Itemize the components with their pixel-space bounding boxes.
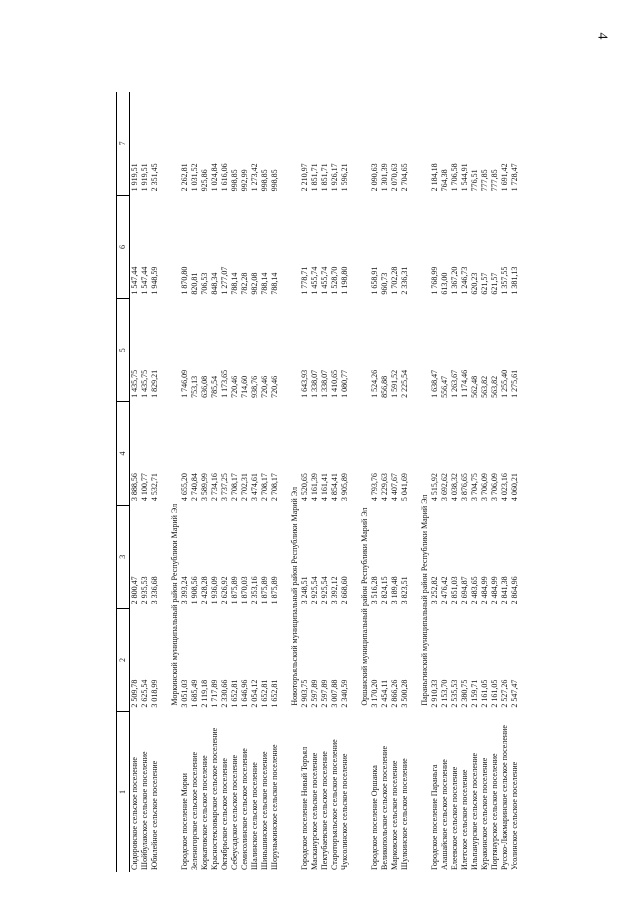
value-cell: 1 652,81	[270, 679, 279, 708]
settlement-name: Елеевское сельское поселение	[450, 766, 459, 870]
settlement-name: Октябрьское сельское поселение	[220, 758, 229, 870]
column-header: 4	[117, 402, 130, 505]
table-row	[510, 92, 520, 872]
value-cell: 2 070,63	[390, 163, 399, 192]
settlement-name: Илетское сельское поселение	[460, 769, 469, 870]
value-cell: 2 740,84	[190, 473, 199, 502]
value-cell: 3 692,62	[440, 473, 449, 502]
settlement-name: Шулкинское сельское поселение	[400, 758, 409, 870]
value-cell: 4 854,41	[330, 473, 339, 502]
settlement-name: Себеусадское сельское поселение	[230, 754, 239, 870]
value-cell: 2 547,47	[510, 679, 519, 708]
value-cell: 4 161,39	[310, 473, 319, 502]
value-cell: 1 301,39	[380, 163, 389, 192]
value-cell: 2 454,11	[380, 679, 389, 708]
value-cell: 1 031,52	[190, 163, 199, 192]
value-cell: 998,85	[230, 169, 239, 192]
value-cell: 2 351,45	[150, 163, 159, 192]
table-header-row	[117, 92, 130, 872]
value-cell: 4 060,21	[510, 473, 519, 502]
value-cell: 2 484,99	[480, 576, 489, 605]
settlement-name: Усолинское сельское поселение	[510, 761, 519, 870]
value-cell: 782,28	[240, 272, 249, 295]
value-cell: 2 054,12	[250, 679, 259, 708]
value-cell: 1 778,71	[300, 266, 309, 295]
value-cell: 3 392,12	[330, 576, 339, 605]
value-cell: 1 528,70	[330, 266, 339, 295]
value-cell: 1 263,67	[450, 369, 459, 398]
value-cell: 706,53	[200, 272, 209, 295]
value-cell: 1 851,71	[310, 163, 319, 192]
settlement-name: Портянурское сельское поселение	[490, 753, 499, 870]
value-cell: 2 330,66	[220, 679, 229, 708]
value-cell: 992,99	[240, 169, 249, 192]
table-row	[480, 92, 490, 872]
value-cell: 1 936,09	[210, 576, 219, 605]
value-cell: 2 225,54	[400, 369, 409, 398]
value-cell: 4 229,63	[380, 473, 389, 502]
value-cell: 1 919,51	[130, 163, 139, 192]
value-cell: 1 919,51	[140, 163, 149, 192]
value-cell: 1 643,93	[300, 369, 309, 398]
district-heading-row	[290, 92, 300, 872]
value-cell: 982,08	[250, 272, 259, 295]
value-cell: 2 353,16	[250, 576, 259, 605]
value-cell: 720,46	[260, 375, 269, 398]
value-cell: 1 728,47	[510, 163, 519, 192]
value-cell: 764,38	[440, 169, 449, 192]
value-cell: 3 336,68	[150, 576, 159, 605]
value-cell: 2 708,17	[260, 473, 269, 502]
settlement-name: Алашайское сельское поселение	[440, 759, 449, 870]
value-cell: 1 591,52	[390, 369, 399, 398]
value-cell: 938,76	[250, 375, 259, 398]
table-row	[140, 92, 150, 872]
value-cell: 1 706,58	[450, 163, 459, 192]
district-heading: Оршанский муниципальный район Республики Марий Эл	[360, 507, 369, 706]
value-cell: 556,47	[440, 375, 449, 398]
value-cell: 776,51	[470, 169, 479, 192]
settlement-name: Коркатовское сельское поселение	[200, 755, 209, 870]
value-cell: 2 925,54	[310, 576, 319, 605]
value-cell: 1 381,13	[510, 266, 519, 295]
table-row	[430, 92, 440, 872]
value-cell: 1 829,21	[150, 369, 159, 398]
settlement-name: Марковское сельское поселение	[390, 760, 399, 870]
table-row	[470, 92, 480, 872]
value-cell: 636,08	[200, 375, 209, 398]
table-row	[370, 92, 380, 872]
settlement-name: Красностекловарское сельское поселение	[210, 727, 219, 870]
value-cell: 2 509,78	[130, 679, 139, 708]
value-cell: 925,86	[200, 169, 209, 192]
value-cell: 2 824,15	[380, 576, 389, 605]
settlement-name: Шалинское сельское поселение	[250, 762, 259, 870]
value-cell: 4 038,32	[450, 473, 459, 502]
value-cell: 613,00	[440, 272, 449, 295]
value-cell: 1 702,28	[390, 266, 399, 295]
table-row	[230, 92, 240, 872]
value-cell: 4 532,71	[150, 473, 159, 502]
table-row	[460, 92, 470, 872]
value-cell: 3 018,99	[150, 679, 159, 708]
value-cell: 3 706,09	[480, 473, 489, 502]
settlement-name: Куракинское сельское поселение	[480, 757, 489, 870]
rotated-table-container	[116, 92, 636, 872]
value-cell: 788,14	[230, 272, 239, 295]
value-cell: 2 734,16	[210, 473, 219, 502]
value-cell: 753,13	[190, 375, 199, 398]
spacer-row	[160, 92, 170, 872]
spacer-cell	[350, 92, 360, 872]
value-cell: 1 870,03	[240, 576, 249, 605]
value-cell: 1 658,91	[370, 266, 379, 295]
value-cell: 1 547,44	[130, 266, 139, 295]
value-cell: 1 875,89	[260, 576, 269, 605]
table-row	[240, 92, 250, 872]
value-cell: 3 189,48	[390, 576, 399, 605]
district-heading-spacer	[360, 712, 370, 872]
value-cell: 563,82	[480, 375, 489, 398]
value-cell: 3 500,28	[400, 679, 409, 708]
value-cell: 2 925,54	[320, 576, 329, 605]
district-heading-spacer	[290, 712, 300, 872]
value-cell: 1 410,65	[330, 369, 339, 398]
table-row	[310, 92, 320, 872]
value-cell: 2 090,63	[370, 163, 379, 192]
value-cell: 998,85	[270, 169, 279, 192]
value-cell: 2 800,47	[130, 576, 139, 605]
value-cell: 1 652,81	[260, 679, 269, 708]
table-row	[200, 92, 210, 872]
value-cell: 3 823,51	[400, 576, 409, 605]
value-cell: 2 668,60	[340, 576, 349, 605]
settlement-name: Городское поселение Оршанка	[370, 765, 379, 870]
table-row	[380, 92, 390, 872]
value-cell: 2 262,81	[180, 163, 189, 192]
value-cell: 4 161,41	[320, 473, 329, 502]
value-cell: 2 708,17	[270, 473, 279, 502]
value-cell: 2 336,31	[400, 266, 409, 295]
value-cell: 1 455,74	[320, 266, 329, 295]
value-cell: 1 596,21	[340, 163, 349, 192]
value-cell: 960,73	[380, 272, 389, 295]
settlement-name: Юбилейное сельское поселение	[150, 760, 159, 870]
value-cell: 848,34	[210, 272, 219, 295]
value-cell: 2 597,89	[310, 679, 319, 708]
value-cell: 3 905,89	[340, 473, 349, 502]
column-header: 7	[117, 92, 130, 195]
value-cell: 777,85	[490, 169, 499, 192]
settlement-name: Сидоровское сельское поселение	[130, 757, 139, 870]
value-cell: 1 198,80	[340, 266, 349, 295]
table-row	[450, 92, 460, 872]
value-cell: 2 694,87	[460, 576, 469, 605]
table-row	[400, 92, 410, 872]
value-cell: 3 007,88	[330, 679, 339, 708]
value-cell: 2 866,26	[390, 679, 399, 708]
value-cell: 2 340,59	[340, 679, 349, 708]
value-cell: 2 935,53	[140, 576, 149, 605]
value-cell: 2 625,54	[140, 679, 149, 708]
column-header: 3	[117, 505, 130, 608]
value-cell: 621,57	[490, 272, 499, 295]
value-cell: 1 273,42	[250, 163, 259, 192]
value-cell: 1 357,55	[500, 266, 509, 295]
settlement-name: Семисолинское сельское поселение	[240, 748, 249, 870]
value-cell: 1 875,89	[230, 576, 239, 605]
value-cell: 1 870,80	[180, 266, 189, 295]
value-cell: 3 589,99	[200, 473, 209, 502]
value-cell: 2 119,18	[200, 679, 209, 708]
value-cell: 788,14	[260, 272, 269, 295]
settlement-name: Ильпанурское сельское поселение	[470, 752, 479, 870]
value-cell: 3 051,03	[180, 679, 189, 708]
settlement-name: Чуксолинское сельское поселение	[340, 753, 349, 870]
value-cell: 1 255,40	[500, 369, 509, 398]
value-cell: 1 524,26	[370, 369, 379, 398]
value-cell: 1 717,89	[210, 679, 219, 708]
value-cell: 2 380,75	[460, 679, 469, 708]
value-cell: 2 527,26	[500, 679, 509, 708]
settlement-name: Шоруньжинское сельское поселение	[270, 744, 279, 870]
spacer-cell	[280, 92, 290, 872]
value-cell: 3 706,09	[490, 473, 499, 502]
value-cell: 1 768,99	[430, 266, 439, 295]
value-cell: 3 704,75	[470, 473, 479, 502]
table-row	[330, 92, 340, 872]
value-cell: 3 252,82	[430, 576, 439, 605]
value-cell: 3 876,65	[460, 473, 469, 502]
value-cell: 1 652,81	[230, 679, 239, 708]
table-row	[270, 92, 280, 872]
value-cell: 3 888,56	[130, 473, 139, 502]
value-cell: 1 851,71	[320, 163, 329, 192]
value-cell: 1 685,49	[190, 679, 199, 708]
value-cell: 1 926,17	[330, 163, 339, 192]
value-cell: 2 903,75	[300, 679, 309, 708]
value-cell: 2 184,18	[430, 163, 439, 192]
settlement-name: Городское поселение Морки	[180, 773, 189, 870]
value-cell: 2 702,31	[240, 473, 249, 502]
column-header: 5	[117, 299, 130, 402]
value-cell: 1 275,61	[510, 369, 519, 398]
value-cell: 777,85	[480, 169, 489, 192]
table-row	[130, 92, 141, 872]
value-cell: 4 655,20	[180, 473, 189, 502]
value-cell: 1 173,65	[220, 369, 229, 398]
value-cell: 2 159,71	[470, 679, 479, 708]
value-cell: 1 691,42	[500, 163, 509, 192]
value-cell: 3 170,20	[370, 679, 379, 708]
value-cell: 3 737,25	[220, 473, 229, 502]
value-cell: 1 338,07	[310, 369, 319, 398]
tariff-table	[116, 92, 520, 872]
value-cell: 2 428,28	[200, 576, 209, 605]
district-heading: Новоторъяльский муниципальный район Республики Марий Эл	[290, 487, 299, 706]
spacer-row	[350, 92, 360, 872]
value-cell: 562,48	[470, 375, 479, 398]
value-cell: 621,57	[480, 272, 489, 295]
value-cell: 1 544,91	[460, 163, 469, 192]
settlement-name: Городское поселение Параньга	[430, 764, 439, 870]
value-cell: 2 626,92	[220, 576, 229, 605]
table-row	[340, 92, 350, 872]
value-cell: 1 908,56	[190, 576, 199, 605]
value-cell: 1 547,44	[140, 266, 149, 295]
spacer-cell	[160, 92, 170, 872]
value-cell: 2 153,70	[440, 679, 449, 708]
value-cell: 4 793,76	[370, 473, 379, 502]
column-header: 6	[117, 195, 130, 298]
table-row	[440, 92, 450, 872]
settlement-name: Зеленогорское сельское поселение	[190, 752, 199, 870]
spacer-row	[410, 92, 420, 872]
value-cell: 1 435,75	[130, 369, 139, 398]
value-cell: 1 646,96	[240, 679, 249, 708]
value-cell: 788,14	[270, 272, 279, 295]
value-cell: 1 246,73	[460, 266, 469, 295]
value-cell: 1 277,07	[220, 266, 229, 295]
table-row	[210, 92, 220, 872]
value-cell: 998,85	[260, 169, 269, 192]
district-heading: Параньгинский муниципальный район Республики Марий Эл	[420, 494, 429, 706]
page-number: 4	[594, 32, 610, 40]
value-cell: 1 435,75	[140, 369, 149, 398]
value-cell: 820,81	[190, 272, 199, 295]
value-cell: 2 910,33	[430, 679, 439, 708]
value-cell: 1 948,59	[150, 266, 159, 295]
value-cell: 714,60	[240, 375, 249, 398]
value-cell: 2 851,03	[450, 576, 459, 605]
value-cell: 1 024,84	[210, 163, 219, 192]
table-row	[250, 92, 260, 872]
value-cell: 2 597,89	[320, 679, 329, 708]
table-row	[500, 92, 510, 872]
district-heading-row	[420, 92, 430, 872]
value-cell: 720,46	[230, 375, 239, 398]
table-row	[390, 92, 400, 872]
table-row	[150, 92, 160, 872]
district-heading-row	[170, 92, 180, 872]
district-heading: Моркинский муниципальный район Республики Марий Эл	[170, 503, 179, 706]
table-row	[490, 92, 500, 872]
spacer-row	[280, 92, 290, 872]
value-cell: 1 338,07	[320, 369, 329, 398]
settlement-name: Городское поселение Новый Торъял	[300, 746, 309, 870]
settlement-name: Масканурское сельское поселение	[310, 752, 319, 870]
table-body	[130, 92, 521, 872]
spacer-cell	[410, 92, 420, 872]
value-cell: 1 875,89	[270, 576, 279, 605]
value-cell: 3 474,61	[250, 473, 259, 502]
value-cell: 2 704,65	[400, 163, 409, 192]
value-cell: 4 100,77	[140, 473, 149, 502]
settlement-name: Шиньшинское сельское поселение	[260, 751, 269, 870]
value-cell: 1 174,46	[460, 369, 469, 398]
value-cell: 4 023,16	[500, 473, 509, 502]
value-cell: 1 746,09	[180, 369, 189, 398]
value-cell: 2 484,99	[490, 576, 499, 605]
value-cell: 2 535,53	[450, 679, 459, 708]
table-row	[300, 92, 310, 872]
value-cell: 1 455,74	[310, 266, 319, 295]
value-cell: 2 708,17	[230, 473, 239, 502]
table-row	[260, 92, 270, 872]
table-row	[190, 92, 200, 872]
value-cell: 2 161,05	[480, 679, 489, 708]
value-cell: 563,82	[490, 375, 499, 398]
value-cell: 2 476,42	[440, 576, 449, 605]
value-cell: 3 393,24	[180, 576, 189, 605]
value-cell: 1 616,06	[220, 163, 229, 192]
value-cell: 2 210,97	[300, 163, 309, 192]
value-cell: 720,46	[270, 375, 279, 398]
value-cell: 620,23	[470, 272, 479, 295]
settlement-name: Пектубаевское сельское поселение	[320, 751, 329, 870]
district-heading-row	[360, 92, 370, 872]
value-cell: 3 516,28	[370, 576, 379, 605]
value-cell: 4 515,92	[430, 473, 439, 502]
table-row	[180, 92, 190, 872]
table-row	[220, 92, 230, 872]
value-cell: 856,88	[380, 375, 389, 398]
value-cell: 3 248,51	[300, 576, 309, 605]
settlement-name: Русско-Ляжмаринское сельское поселение	[500, 725, 509, 870]
value-cell: 4 407,67	[390, 473, 399, 502]
column-header: 2	[117, 608, 130, 711]
value-cell: 4 520,65	[300, 473, 309, 502]
value-cell: 1 367,20	[450, 266, 459, 295]
district-heading-spacer	[170, 712, 180, 872]
settlement-name: Шойбулакское сельское поселение	[140, 751, 149, 870]
table-row	[320, 92, 330, 872]
value-cell: 2 161,05	[490, 679, 499, 708]
value-cell: 2 864,96	[510, 576, 519, 605]
value-cell: 5 041,69	[400, 473, 409, 502]
settlement-name: Великопольское сельское поселение	[380, 746, 389, 870]
value-cell: 2 483,65	[470, 576, 479, 605]
value-cell: 1 080,77	[340, 369, 349, 398]
value-cell: 785,54	[210, 375, 219, 398]
district-heading-spacer	[420, 712, 430, 872]
settlement-name: Староторъяльское сельское поселение	[330, 739, 339, 870]
column-header: 1	[117, 712, 130, 872]
value-cell: 1 638,47	[430, 369, 439, 398]
value-cell: 2 841,38	[500, 576, 509, 605]
